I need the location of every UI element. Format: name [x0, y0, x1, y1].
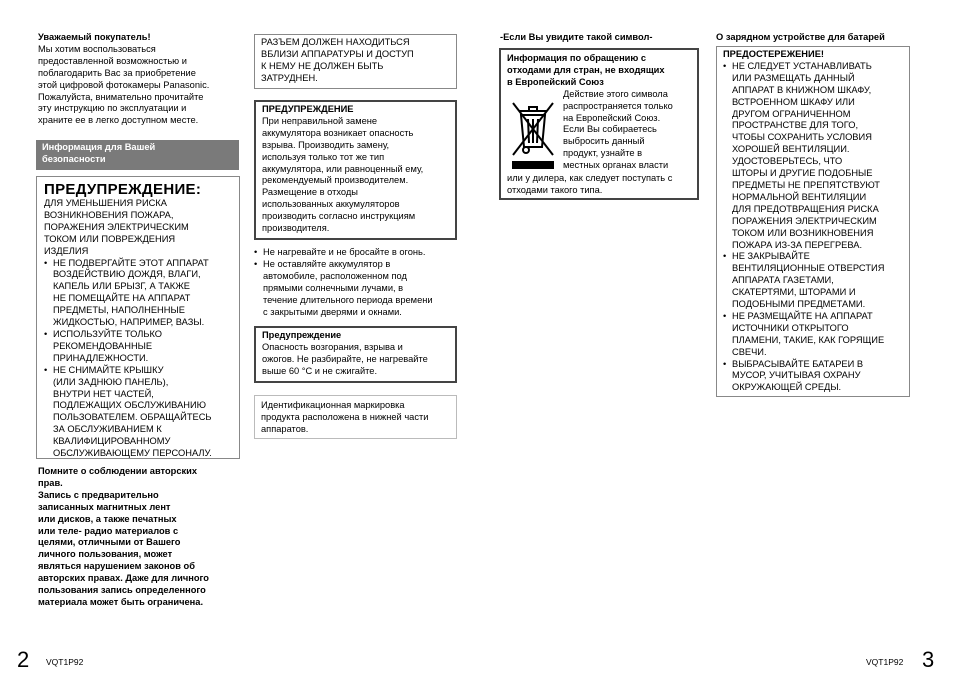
bullet-line: ПОЖАРА ИЗ-ЗА ПЕРЕГРЕВА. [732, 239, 863, 250]
greeting-text [38, 44, 238, 127]
bullet-line: ОКРУЖАЮЩЕЙ СРЕДЫ. [732, 382, 842, 393]
socket-line: ВБЛИЗИ АППАРАТУРЫ И ДОСТУП [261, 48, 414, 59]
weee-tail-line: или у дилера, как следует поступать с [507, 172, 673, 183]
bullet-line: ЧТОБЫ СОХРАНИТЬ УСЛОВИЯ [732, 132, 872, 143]
battery-warning-title: ПРЕДУПРЕЖДЕНИЕ [262, 104, 354, 114]
socket-line: К НЕМУ НЕ ДОЛЖЕН БЫТЬ [261, 60, 384, 71]
charger-caution-item [723, 359, 905, 395]
weee-text-line: Действие этого символа [563, 88, 668, 99]
charger-caution-box [716, 46, 910, 397]
safety-heading-line: безопасности [42, 153, 106, 164]
copyright-line: авторских правах. Даже для личного [38, 573, 209, 584]
bullet-line: ОБСЛУЖИВАЮЩЕМУ ПЕРСОНАЛУ. [53, 448, 212, 459]
bullet-line: ВОЗДЕЙСТВИЮ ДОЖДЯ, ВЛАГИ, [53, 269, 201, 280]
bullet-line: ЖИДКОСТЬЮ, НАПРИМЕР, ВАЗЫ. [53, 317, 205, 328]
weee-text-line: распространяется только [563, 100, 673, 111]
warning-intro-line: ИЗДЕЛИЯ [44, 245, 89, 256]
fire-caution-line: Опасность возгорания, взрыва и [262, 341, 403, 352]
bullet-line: ТОКОМ ИЛИ ВОЗНИКНОВЕНИЯ [732, 227, 874, 238]
bullet-line: ЗА ОБСЛУЖИВАНИЕМ К [53, 424, 162, 435]
greeting-line: Пожалуйста, внимательно прочитайте [38, 91, 204, 102]
battery-warning-box [254, 100, 457, 240]
battery-warning-line: производить согласно инструкциям [262, 211, 416, 222]
bullet-line: • Не оставляйте аккумулятор в [263, 258, 391, 269]
bullet-line: РЕКОМЕНДОВАННЫЕ [53, 340, 153, 351]
copyright-notice [38, 466, 243, 609]
bullet-line: ПОРАЖЕНИЯ ЭЛЕКТРИЧЕСКИМ [732, 215, 877, 226]
bullet-line: ДРУГОМ ОГРАНИЧЕННОМ [732, 108, 851, 119]
copyright-line: записанных магнитных лент [38, 501, 171, 512]
socket-notice-box [254, 34, 457, 89]
greeting-line: храните ее в легко доступном месте. [38, 115, 199, 126]
copyright-line: пользования запись определенного [38, 585, 206, 596]
battery-warning-line: рекомендуемый производителем. [262, 175, 409, 186]
greeting-line: предоставленной возможностью и [38, 55, 187, 66]
weee-tail-line: отходами такого типа. [507, 184, 603, 195]
bullet-line: МУСОР, УЧИТЫВАЯ ОХРАНУ [732, 370, 861, 381]
battery-warning-line: При неправильной замене [262, 115, 378, 126]
battery-warning-line: взрыва. Производить замену, [262, 139, 390, 150]
warning-bullet [44, 329, 235, 365]
fire-caution-title: Предупреждение [262, 330, 342, 340]
weee-text [563, 89, 695, 172]
copyright-line: или теле- радио материалов с [38, 525, 179, 536]
battery-warning-line: использованных аккумуляторов [262, 199, 400, 210]
bullet-line: • Не нагревайте и не бросайте в огонь. [263, 247, 426, 257]
battery-precaution-item [254, 247, 460, 259]
warning-intro-line: ПОРАЖЕНИЯ ЭЛЕКТРИЧЕСКИМ [44, 221, 189, 232]
warning-intro-line: ВОЗНИКНОВЕНИЯ ПОЖАРА, [44, 209, 174, 220]
weee-symbol-row [507, 89, 693, 173]
bullet-line: ПРЕДМЕТЫ, НАПОЛНЕННЫЕ [53, 305, 185, 316]
bullet-line: СВЕЧИ. [732, 346, 767, 357]
doc-code-left: VQT1P92 [46, 657, 84, 667]
bullet-line: ДЛЯ ПРЕДОТВРАЩЕНИЯ РИСКА [732, 203, 879, 214]
warning-intro [44, 198, 235, 258]
symbol-heading: -Если Вы увидите такой символ- [500, 32, 653, 42]
charger-heading: О зарядном устройстве для батарей [716, 32, 885, 42]
battery-warning-line: Размещение в отходы [262, 187, 358, 198]
copyright-line: материала может быть ограничена. [38, 596, 204, 607]
bullet-line: СКАТЕРТЯМИ, ШТОРАМИ И [732, 287, 856, 298]
bullet-line: • ИСПОЛЬЗУЙТЕ ТОЛЬКО [53, 328, 162, 339]
bullet-line: ПРИНАДЛЕЖНОСТИ. [53, 352, 149, 363]
safety-heading-line: Информация для Вашей [42, 142, 156, 152]
bullet-line: течение длительного периода времени [263, 294, 433, 305]
bullet-line: УДОСТОВЕРЬТЕСЬ, ЧТО [732, 156, 843, 167]
greeting-line: эту инструкцию по эксплуатации и [38, 103, 187, 114]
fire-caution-line: выше 60 °C и не сжигайте. [262, 365, 378, 376]
bullet-line: • ВЫБРАСЫВАЙТЕ БАТАРЕИ В [732, 358, 864, 369]
bullet-line: ПОДЛЕЖАЩИХ ОБСЛУЖИВАНИЮ [53, 400, 207, 411]
marking-line: Идентификационная маркировка [261, 400, 405, 410]
bullet-line: ПОДОБНЫМИ ПРЕДМЕТАМИ. [732, 299, 866, 310]
weee-text-line: Если Вы собираетесь [563, 124, 657, 135]
bullet-line: ИЛИ РАЗМЕЩАТЬ ДАННЫЙ [732, 72, 855, 83]
bullet-line: ВЕНТИЛЯЦИОННЫЕ ОТВЕРСТИЯ [732, 263, 885, 274]
marking-line: продукта расположена в нижней части [261, 411, 429, 422]
safety-section-heading [36, 140, 239, 170]
greeting-title: Уважаемый покупатель! [38, 32, 151, 42]
bullet-line: ВНУТРИ НЕТ ЧАСТЕЙ, [53, 388, 154, 399]
copyright-line: или дисков, а также печатных [38, 513, 177, 524]
bullet-line: НОРМАЛЬНОЙ ВЕНТИЛЯЦИИ [732, 191, 867, 202]
weee-title-line: Информация по обращению с [507, 53, 647, 63]
bullet-line: ВСТРОЕННОМ ШКАФУ ИЛИ [732, 96, 855, 107]
bullet-line: ПРОСТРАНСТВЕ ДЛЯ ТОГО, [732, 120, 859, 131]
fire-caution-line: ожогов. Не разбирайте, не нагревайте [262, 353, 428, 364]
greeting-line: этой цифровой фотокамеры Panasonic. [38, 79, 210, 90]
bullet-line: • НЕ ЗАКРЫВАЙТЕ [732, 251, 810, 262]
socket-line: РАЗЪЕМ ДОЛЖЕН НАХОДИТЬСЯ [261, 37, 410, 47]
battery-warning-line: аккумулятора, или равноценный ему, [262, 163, 424, 174]
weee-text-line: местных органах власти [563, 160, 669, 171]
battery-warning-line: используя только тот же тип [262, 151, 385, 162]
warning-intro-line: ДЛЯ УМЕНЬШЕНИЯ РИСКА [44, 198, 167, 208]
bullet-line: ПЛАМЕНИ, ТАКИЕ, КАК ГОРЯЩИЕ [732, 334, 885, 345]
bullet-line: ХОРОШЕЙ ВЕНТИЛЯЦИИ. [732, 144, 850, 155]
bullet-line: НЕ ПОМЕЩАЙТЕ НА АППАРАТ [53, 293, 191, 304]
crossed-out-wheelie-bin-icon [509, 93, 557, 173]
charger-caution-item [723, 311, 905, 359]
socket-line: ЗАТРУДНЕН. [261, 72, 318, 83]
bullet-line: автомобиле, расположенном под [263, 270, 407, 281]
battery-warning-line: производителя. [262, 223, 330, 234]
greeting-line: Мы хотим воспользоваться [38, 43, 156, 54]
copyright-line: являться нарушением законов об [38, 561, 195, 572]
bullet-line: ШТОРЫ И ДРУГИЕ ПОДОБНЫЕ [732, 168, 873, 179]
charger-caution-item [723, 61, 905, 252]
marking-line: аппаратов. [261, 423, 309, 434]
battery-precaution-list [254, 247, 460, 318]
bullet-line: АППАРАТА ГАЗЕТАМИ, [732, 275, 834, 286]
copyright-line: прав. [38, 477, 63, 488]
page-number-right: 3 [922, 647, 935, 672]
bullet-line: • НЕ СЛЕДУЕТ УСТАНАВЛИВАТЬ [732, 60, 872, 71]
bullet-line: • НЕ РАЗМЕЩАЙТЕ НА АППАРАТ [732, 310, 873, 321]
bullet-line: • НЕ СНИМАЙТЕ КРЫШКУ [53, 364, 164, 375]
weee-text-line: выбросить данный [563, 136, 645, 147]
copyright-line: целями, отличными от Вашего [38, 537, 181, 548]
warning-bullet [44, 258, 235, 329]
battery-warning-line: аккумулятора возникает опасность [262, 127, 414, 138]
charger-caution-title: ПРЕДОСТЕРЕЖЕНИЕ! [723, 49, 824, 59]
bullet-line: ИСТОЧНИКИ ОТКРЫТОГО [732, 322, 849, 333]
fire-caution-box [254, 326, 457, 383]
battery-precaution-item [254, 259, 460, 319]
bullet-line: с закрытыми дверями и окнами. [263, 306, 402, 317]
weee-title-line: в Европейский Союз [507, 76, 604, 87]
copyright-line: Помните о соблюдении авторских [38, 466, 198, 476]
bullet-line: (ИЛИ ЗАДНЮЮ ПАНЕЛЬ), [53, 376, 169, 387]
product-marking-box [254, 395, 457, 439]
warning-bullets [44, 258, 235, 460]
bullet-line: ПРЕДМЕТЫ НЕ ПРЕПЯТСТВУЮТ [732, 179, 880, 190]
copyright-line: Запись с предварительно [38, 489, 159, 500]
copyright-line: личного пользования, может [38, 549, 173, 560]
charger-caution-item [723, 251, 905, 311]
page-number-left: 2 [17, 647, 30, 672]
bullet-line: АППАРАТ В КНИЖНОМ ШКАФУ, [732, 84, 872, 95]
warning-intro-line: ТОКОМ ИЛИ ПОВРЕЖДЕНИЯ [44, 233, 176, 244]
weee-title-line: отходами для стран, не входящих [507, 64, 665, 75]
weee-title [507, 53, 693, 89]
bullet-line: • НЕ ПОДВЕРГАЙТЕ ЭТОТ АППАРАТ [53, 257, 209, 268]
warning-box [36, 176, 240, 459]
weee-text-line: на Европейский Союз. [563, 112, 661, 123]
weee-info-box [499, 48, 699, 200]
warning-bullet [44, 365, 235, 460]
bullet-line: ПОЛЬЗОВАТЕЛЕМ. ОБРАЩАЙТЕСЬ [53, 412, 212, 423]
bullet-line: КАПЕЛЬ ИЛИ БРЫЗГ, А ТАКЖЕ [53, 281, 190, 292]
warning-title: ПРЕДУПРЕЖДЕНИЕ: [44, 181, 202, 198]
greeting-line: поблагодарить Вас за приобретение [38, 67, 196, 78]
charger-caution-list [723, 61, 905, 394]
doc-code-right: VQT1P92 [866, 657, 904, 667]
bullet-line: КВАЛИФИЦИРОВАННОМУ [53, 436, 171, 447]
greeting-section [38, 32, 238, 127]
bullet-line: прямыми солнечными лучами, в [263, 282, 404, 293]
weee-text-line: продукт, узнайте в [563, 148, 643, 159]
